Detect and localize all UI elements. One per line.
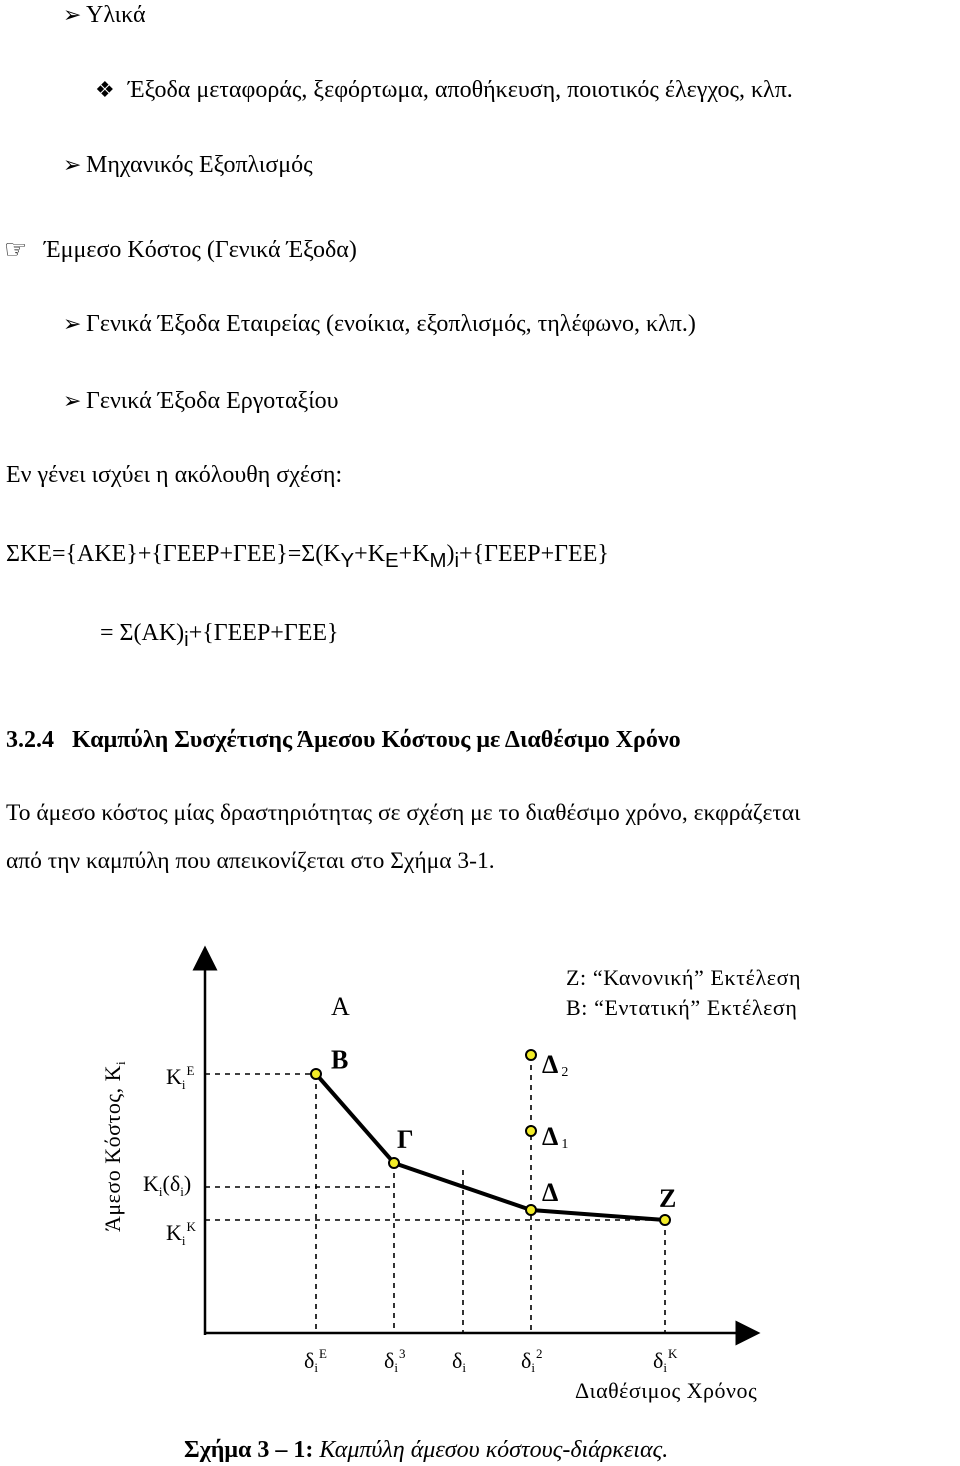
legend-b: Β: “Εντατική” Εκτέλεση (566, 995, 798, 1020)
section-number: 3.2.4 (6, 727, 54, 753)
point-label-g: Γ (397, 1125, 414, 1154)
formula-text: +{ΓΕΕΡ+ΓΕΕ} (459, 541, 609, 567)
x-tick-label-d3: $\delta i^3$ (384, 1346, 406, 1375)
marker-point-d1 (526, 1126, 536, 1136)
formula-subscript: Υ (340, 550, 355, 573)
formula-subscript: i (184, 629, 189, 652)
caption-text: Καμπύλη άμεσου κόστους-διάρκειας. (319, 1437, 669, 1463)
cost-curve (316, 1074, 665, 1220)
paragraph-line-1: Το άμεσο κόστος μίας δραστηριότητας σε σχέση με το διαθέσιμο χρόνο, εκφράζεται (6, 800, 801, 826)
arrow-bullet-icon: ➢ (63, 311, 82, 336)
point-label-d2: Δ 2 (542, 1050, 569, 1080)
marker-point-d (526, 1205, 536, 1215)
list-item-genika-etaireias: Γενικά Έξοδα Εταιρείας (ενοίκια, εξοπλισμός, τηλέφωνο, κλπ.) (86, 311, 696, 337)
formula-subscript: Ε (385, 550, 399, 573)
arrow-bullet-icon: ➢ (63, 152, 82, 177)
x-tick-label-d2: $\delta i^2$ (521, 1346, 543, 1375)
point-label-d1: Δ 1 (542, 1122, 569, 1152)
y-axis-label: Άμεσο Κόστος, $K_i$ (100, 1060, 128, 1232)
formula-text: +Κ (398, 541, 430, 567)
marker-point-g (389, 1158, 399, 1168)
arrow-bullet-icon: ➢ (63, 388, 82, 413)
section-heading (6, 726, 681, 754)
list-item-ylika: Υλικά (86, 2, 146, 28)
x-tick-label-di: δi (452, 1348, 466, 1375)
x-tick-label-de: $\delta i^E$ (304, 1346, 327, 1375)
point-label-b: Β (331, 1045, 349, 1074)
list-item-eksoda: Έξοδα μεταφοράς, ξεφόρτωμα, αποθήκευση, ποιοτικός έλεγχος, κλπ. (128, 77, 793, 103)
y-tick-label-kie: $K_i^E$ (166, 1063, 195, 1092)
y-tick-label-kik: $K_i^K$ (166, 1219, 196, 1248)
arrow-bullet-icon: ➢ (63, 2, 82, 27)
marker-point-z (660, 1215, 670, 1225)
formula-text: = Σ(ΑΚ) (100, 620, 185, 646)
formula-subscript: Μ (429, 550, 447, 573)
point-label-z: Ζ (659, 1184, 677, 1213)
formula-line-2 (100, 619, 339, 654)
formula-line-1 (6, 540, 609, 575)
formula-subscript: i (454, 550, 460, 573)
intro-sentence: Εν γένει ισχύει η ακόλουθη σχέση: (6, 462, 343, 488)
pointing-hand-icon: ☞ (4, 235, 28, 264)
section-title: Καμπύλη Συσχέτισης Άμεσου Κόστους με Διαθέσιμο Χρόνο (72, 727, 681, 753)
point-label-a: Α (331, 992, 350, 1021)
formula-text: ΣΚΕ={ΑΚΕ}+{ΓΕΕΡ+ΓΕΕ}=Σ(Κ (6, 541, 341, 567)
list-item-mixanikos: Μηχανικός Εξοπλισμός (86, 152, 313, 178)
legend-z: Ζ: “Κανονική” Εκτέλεση (566, 965, 802, 990)
formula-text: +{ΓΕΕΡ+ΓΕΕ} (188, 620, 339, 646)
list-item-genika-ergotaksiou: Γενικά Έξοδα Εργοταξίου (86, 388, 339, 414)
caption-label: Σχήμα 3 – 1: (184, 1437, 314, 1463)
point-label-d: Δ (542, 1178, 559, 1207)
diamond-bullet-icon: ❖ (95, 77, 115, 102)
paragraph-line-2: από την καμπύλη που απεικονίζεται στο Σχήμα 3-1. (6, 848, 495, 874)
figure-caption (184, 1436, 668, 1464)
x-tick-label-dk: $\delta i^K$ (653, 1346, 678, 1375)
marker-point-b (311, 1069, 321, 1079)
formula-text: ) (446, 541, 455, 567)
y-tick-label-kid: $K_i(\delta_i)$ (143, 1171, 192, 1199)
dashed-guides (205, 1055, 665, 1333)
cost-duration-diagram (0, 930, 960, 1430)
marker-point-d2 (526, 1050, 536, 1060)
formula-text: +Κ (354, 541, 386, 567)
curve-markers (311, 1050, 670, 1225)
x-axis-label: Διαθέσιμος Χρόνος (575, 1378, 758, 1403)
list-item-emmeso: Έμμεσο Κόστος (Γενικά Έξοδα) (44, 237, 357, 263)
